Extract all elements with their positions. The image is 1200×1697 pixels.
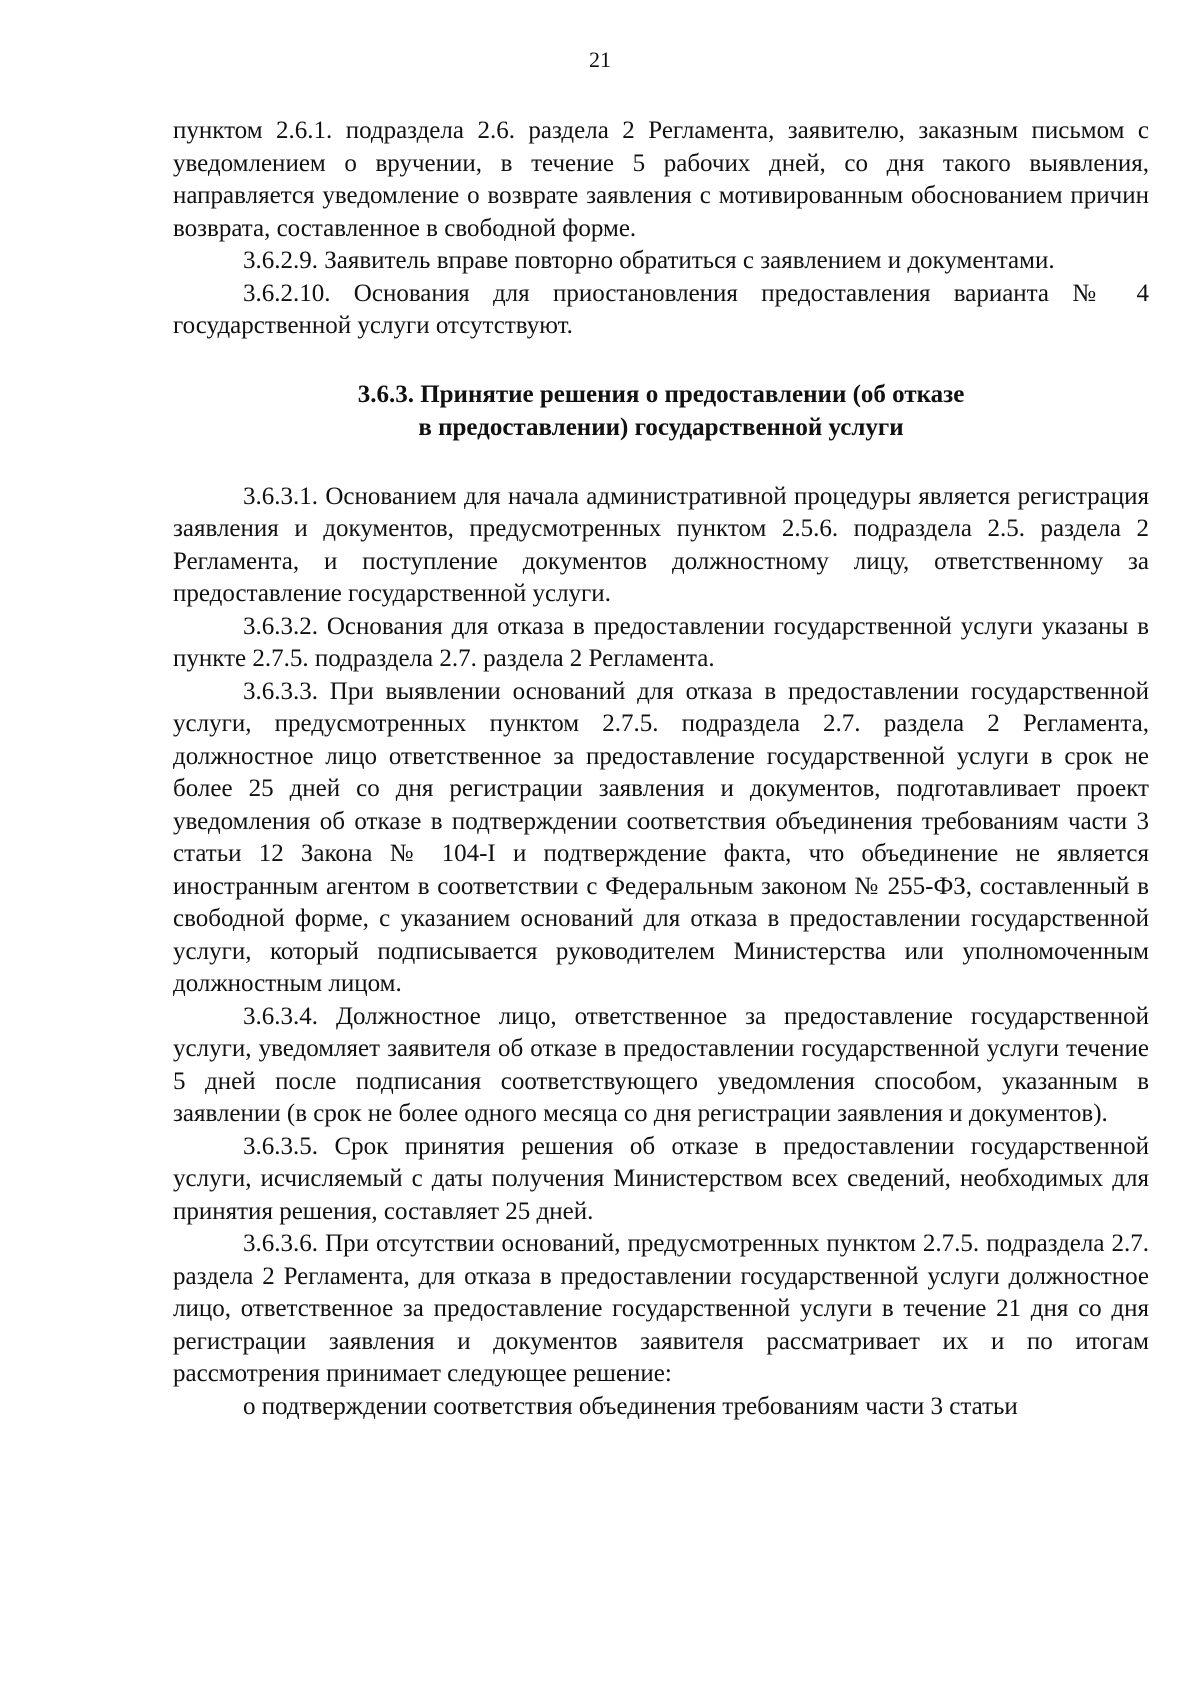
paragraph-3-6-3-4: 3.6.3.4. Должностное лицо, ответственное за предоставление государственной услуги, уведомляет заявителя об отказе в предоставлении государственной услуги течение 5 дней после подписания соответствующего уведомления способом, указанным в заявлении (в срок не более одного месяца со дня регистрации заявления и документов).: [173, 1002, 1149, 1127]
paragraph-3-6-3-5: 3.6.3.5. Срок принятия решения об отказе в предоставлении государственной услуги, исчисляемый с даты получения Министерством всех сведений, необходимых для принятия решения, составляет 25 дней.: [173, 1132, 1149, 1225]
page-number: 21: [589, 47, 611, 72]
section-heading-3-6-3: [173, 378, 1149, 444]
paragraph-3-6-3-3: 3.6.3.3. При выявлении оснований для отказа в предоставлении государственной услуги, предусмотренных пунктом 2.7.5. подраздела 2.7. раздела 2 Регламента, должностное лицо ответственное за предоставление государственной услуги в срок не более 25 дней со дня регистрации заявления и документов, подготавливает проект уведомления об отказе в подтверждении соответствия объединения требованиям части 3 статьи 12 Закона № 104-I и подтверждение факта, что объединение не является иностранным агентом в соответствии с Федеральным законом № 255-ФЗ, составленный в свободной форме, с указанием оснований для отказа в предоставлении государственной услуги, который подписывается руководителем Министерства или уполномоченным должностным лицом.: [173, 677, 1149, 997]
document-body: [173, 115, 1149, 1423]
paragraph-3-6-3-1: 3.6.3.1. Основанием для начала административной процедуры является регистрация заявления и документов, предусмотренных пунктом 2.5.6. подраздела 2.5. раздела 2 Регламента, и поступление документов должностному лицу, ответственному за предоставление государственной услуги.: [173, 482, 1149, 607]
paragraph-3-6-3-6: 3.6.3.6. При отсутствии оснований, предусмотренных пунктом 2.7.5. подраздела 2.7. раздела 2 Регламента, для отказа в предоставлении государственной услуги должностное лицо, ответственное за предоставление государственной услуги в течение 21 дня со дня регистрации заявления и документов заявителя рассматривает их и по итогам рассмотрения принимает следующее решение:: [173, 1230, 1149, 1387]
paragraph-3-6-2-10: 3.6.2.10. Основания для приостановления предоставления варианта № 4 государственной услуги отсутствуют.: [173, 279, 1149, 339]
section-heading-line-2: в предоставлении) государственной услуги: [418, 413, 904, 441]
paragraph-return-notice: пунктом 2.6.1. подраздела 2.6. раздела 2 Регламента, заявителю, заказным письмом с уведомлением о вручении, в течение 5 рабочих дней, со дня такого выявления, направляется уведомление о возврате заявления с мотивированным обоснованием причин возврата, составленное в свободной форме.: [173, 117, 1149, 242]
paragraph-3-6-3-2: 3.6.3.2. Основания для отказа в предоставлении государственной услуги указаны в пункте 2.7.5. подраздела 2.7. раздела 2 Регламента.: [173, 612, 1149, 672]
paragraph-3-6-2-9: 3.6.2.9. Заявитель вправе повторно обратиться с заявлением и документами.: [243, 247, 1055, 274]
section-heading-line-1: 3.6.3. Принятие решения о предоставлении (об отказе: [357, 380, 965, 408]
paragraph-decision-item: о подтверждении соответствия объединения требованиям части 3 статьи: [243, 1392, 1018, 1420]
